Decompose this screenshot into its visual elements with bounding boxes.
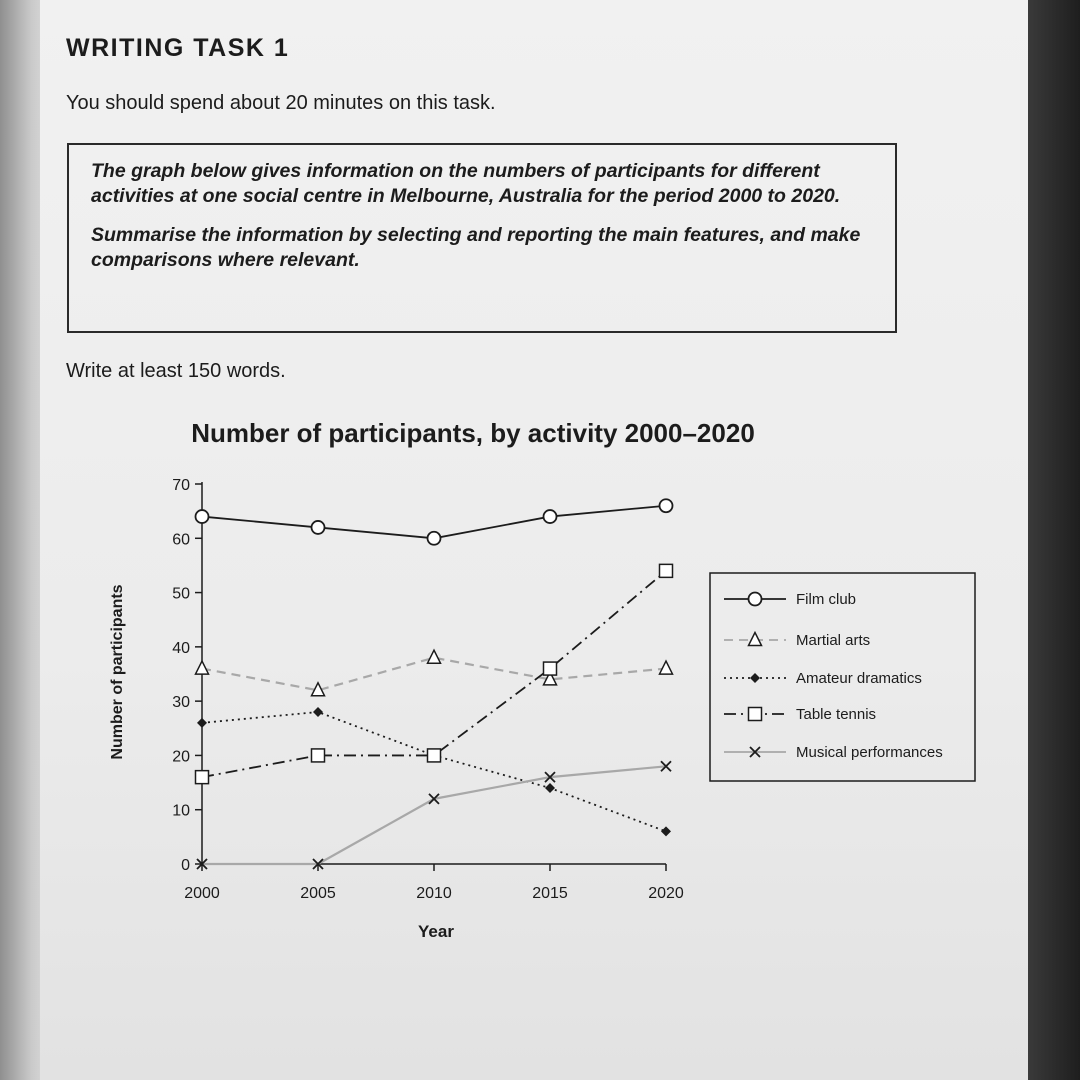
y-tick-label: 70	[172, 477, 190, 494]
y-tick-label: 20	[172, 748, 190, 766]
x-tick-label: 2000	[184, 885, 220, 902]
legend-marker	[750, 673, 760, 683]
data-point	[312, 749, 325, 762]
data-point	[660, 564, 673, 577]
data-point	[660, 661, 673, 674]
legend-label: Amateur dramatics	[796, 670, 922, 687]
data-point	[660, 499, 673, 512]
data-point	[545, 783, 555, 793]
task-description: The graph below gives information on the numbers of participants for different activities at one social centre in Melbourne, Australia for the period 2000 to 2020.	[91, 160, 841, 207]
data-point	[428, 749, 441, 762]
line-chart	[80, 400, 990, 960]
data-point	[313, 707, 323, 717]
legend-label: Musical performances	[796, 744, 943, 761]
y-tick-label: 10	[172, 802, 190, 820]
series-line	[202, 571, 666, 777]
series-martial-arts	[196, 650, 673, 696]
background-edge	[1028, 0, 1080, 1080]
y-tick-label: 40	[172, 639, 190, 657]
data-point	[196, 771, 209, 784]
legend-marker	[749, 593, 762, 606]
x-tick-label: 2005	[300, 885, 336, 902]
task-instruction: Summarise the information by selecting and reporting the main features, and make comparisons where relevant.	[91, 224, 861, 271]
time-instruction: You should spend about 20 minutes on this task.	[66, 92, 496, 114]
word-count-instruction: Write at least 150 words.	[66, 360, 286, 382]
data-point	[196, 510, 209, 523]
y-tick-label: 50	[172, 585, 190, 603]
series-film-club	[196, 499, 673, 545]
data-point	[197, 718, 207, 728]
data-point	[544, 510, 557, 523]
chart-title: Number of participants, by activity 2000–2020	[191, 418, 755, 448]
y-axis-label: Number of participants	[109, 584, 126, 760]
legend-label: Table tennis	[796, 706, 877, 723]
data-point	[312, 521, 325, 534]
book-spine	[0, 0, 44, 1080]
task-prompt-box	[67, 143, 897, 333]
y-tick-label: 0	[181, 857, 190, 874]
x-tick-label: 2020	[648, 885, 684, 902]
data-point	[428, 532, 441, 545]
x-axis-label: Year	[418, 922, 454, 941]
data-point	[661, 826, 671, 836]
book-page	[40, 0, 1028, 1080]
chart-series	[196, 499, 673, 869]
x-tick-label: 2010	[416, 885, 452, 902]
series-line	[202, 766, 666, 864]
legend-label: Martial arts	[796, 632, 871, 649]
legend-marker	[749, 633, 762, 646]
legend-label: Film club	[796, 591, 857, 608]
x-tick-label: 2015	[532, 885, 568, 902]
y-tick-label: 30	[172, 694, 190, 712]
data-point	[428, 650, 441, 663]
data-point	[196, 661, 209, 674]
series-musical-performances	[197, 761, 671, 869]
legend-marker	[749, 708, 762, 721]
y-tick-label: 60	[172, 531, 190, 549]
task-heading: WRITING TASK 1	[66, 34, 290, 62]
chart-legend	[710, 573, 975, 781]
data-point	[544, 662, 557, 675]
